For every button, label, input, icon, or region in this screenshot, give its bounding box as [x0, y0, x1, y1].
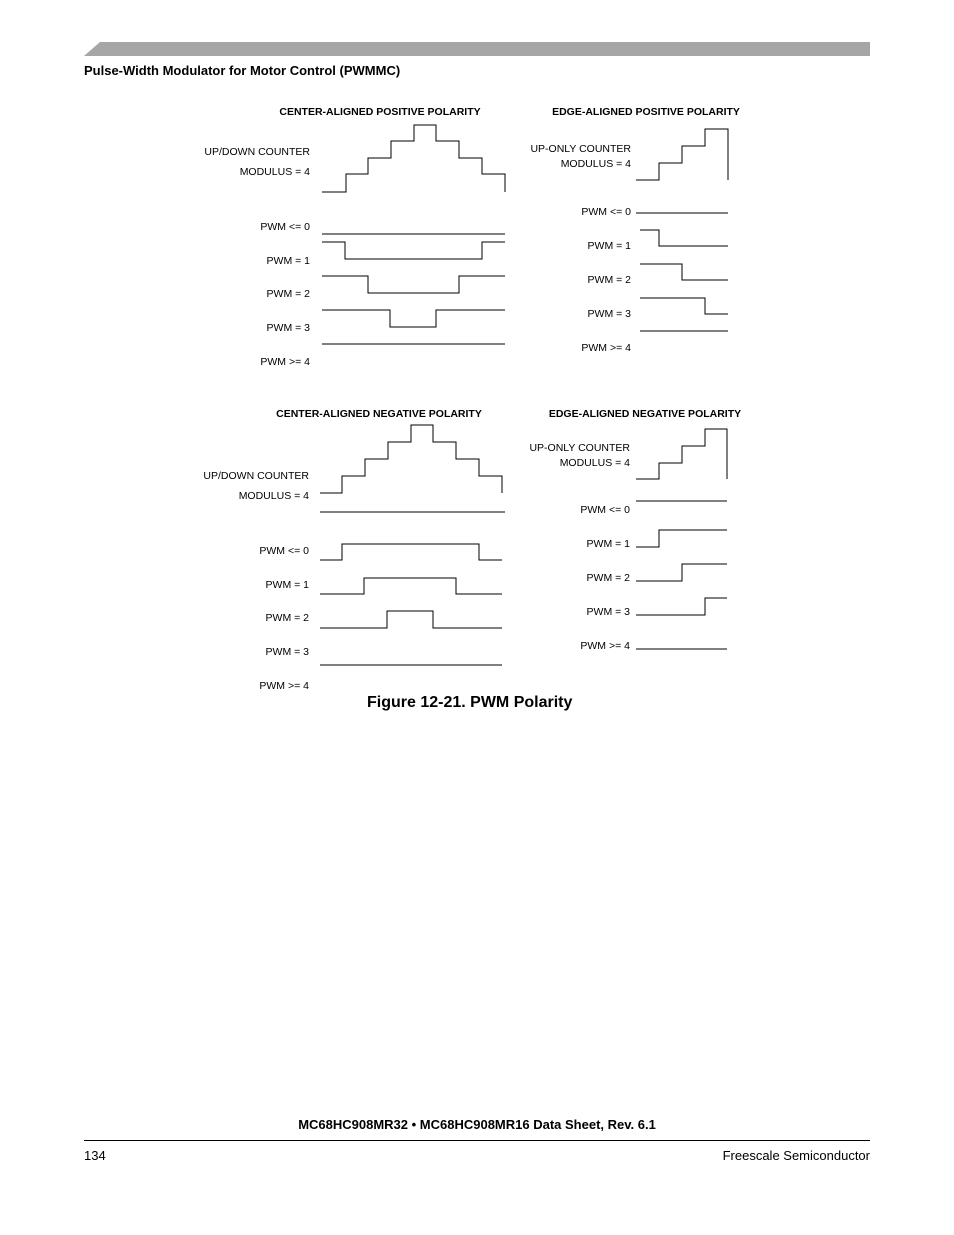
panel-title-center-positive: CENTER-ALIGNED POSITIVE POLARITY — [279, 106, 481, 118]
pwm-label: PWM >= 4 — [581, 342, 631, 354]
pwm-label: PWM = 1 — [266, 255, 310, 267]
pwm-label: PWM >= 4 — [259, 680, 309, 692]
panel-title-edge-positive: EDGE-ALIGNED POSITIVE POLARITY — [552, 106, 740, 118]
pwm-waveform — [640, 298, 728, 314]
pwm-label: PWM = 2 — [266, 288, 310, 300]
pwm-label: PWM = 2 — [265, 612, 309, 624]
document-title: MC68HC908MR32 • MC68HC908MR16 Data Sheet, Rev. 6.1 — [298, 1117, 656, 1132]
counter-label-line1: UP/DOWN COUNTER — [203, 470, 309, 482]
counter-label-line2: MODULUS = 4 — [239, 166, 310, 178]
pwm-label: PWM = 1 — [587, 240, 631, 252]
pwm-waveform — [322, 310, 505, 327]
pwm-label: PWM <= 0 — [581, 206, 631, 218]
panel-title-center-negative: CENTER-ALIGNED NEGATIVE POLARITY — [276, 408, 482, 420]
pwm-label: PWM = 3 — [265, 646, 309, 658]
pwm-label: PWM = 1 — [265, 579, 309, 591]
panel-title-edge-negative: EDGE-ALIGNED NEGATIVE POLARITY — [548, 408, 742, 420]
pwm-waveform — [636, 564, 727, 581]
pwm-waveform — [640, 264, 728, 280]
pwm-label: PWM = 3 — [587, 308, 631, 320]
pwm-waveform — [322, 276, 505, 293]
counter-waveform-center-negative — [320, 425, 502, 493]
counter-label-line2: MODULUS = 4 — [238, 490, 309, 502]
pwm-waveform — [640, 230, 728, 246]
counter-label-line2: MODULUS = 4 — [560, 158, 631, 170]
page-number: 134 — [84, 1148, 106, 1163]
company-name: Freescale Semiconductor — [722, 1148, 870, 1163]
pwm-waveform — [322, 242, 505, 259]
pwm-label: PWM = 3 — [266, 322, 310, 334]
counter-label-line1: UP/DOWN COUNTER — [204, 146, 310, 158]
pwm-label: PWM <= 0 — [259, 545, 309, 557]
pwm-label: PWM <= 0 — [260, 221, 310, 233]
footer-divider — [84, 1140, 870, 1141]
counter-waveform-edge-negative — [636, 429, 727, 479]
pwm-label: PWM >= 4 — [580, 640, 630, 652]
figure-caption: Figure 12-21. PWM Polarity — [367, 694, 573, 711]
pwm-waveform — [320, 544, 502, 560]
pwm-label: PWM = 2 — [587, 274, 631, 286]
pwm-waveform — [320, 611, 502, 628]
pwm-label: PWM >= 4 — [260, 356, 310, 368]
counter-label-line2: MODULUS = 4 — [559, 457, 630, 469]
pwm-waveform — [320, 578, 502, 594]
counter-waveform-center-positive — [322, 125, 505, 192]
section-title: Pulse-Width Modulator for Motor Control (PWMMC) — [84, 63, 401, 78]
counter-waveform-edge-positive — [636, 129, 728, 180]
counter-label-line1: UP-ONLY COUNTER — [529, 442, 630, 454]
pwm-label: PWM <= 0 — [580, 504, 630, 516]
pwm-label: PWM = 3 — [586, 606, 630, 618]
pwm-waveform — [636, 530, 727, 547]
pwm-waveform — [636, 598, 727, 615]
counter-label-line1: UP-ONLY COUNTER — [530, 143, 631, 155]
pwm-label: PWM = 1 — [586, 538, 630, 550]
pwm-label: PWM = 2 — [586, 572, 630, 584]
